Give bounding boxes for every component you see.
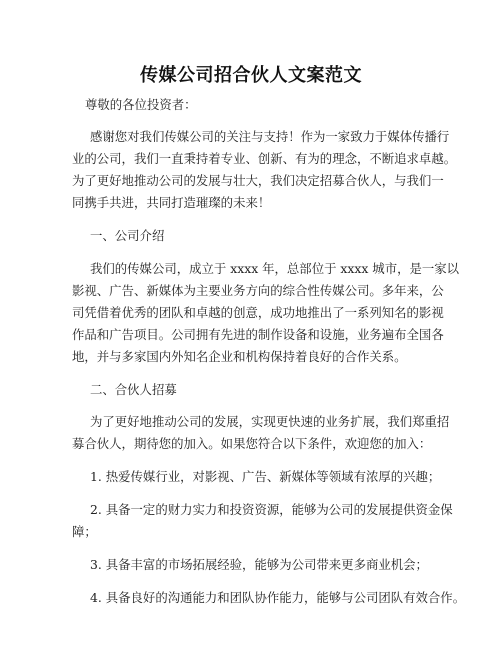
condition-item: 4. 具备良好的沟通能力和团队协作能力，能够与公司团队有效合作。 <box>90 590 466 605</box>
company-paragraph-line: 地，并与多家国内外知名企业和机构保持着良好的合作关系。 <box>72 349 407 364</box>
intro-line: 业的公司，我们一直秉持着专业、创新、有为的理念，不断追求卓越。 <box>72 151 457 166</box>
document-title: 传媒公司招合伙人文案范文 <box>140 65 362 86</box>
intro-line: 同携手共进，共同打造璀璨的未来！ <box>72 195 271 210</box>
partners-paragraph-line: 为了更好地推动公司的发展，实现更快速的业务扩展，我们郑重招 <box>90 414 450 429</box>
partners-paragraph-line: 募合伙人，期待您的加入。如果您符合以下条件，欢迎您的加入： <box>72 436 432 451</box>
condition-item-continuation: 障； <box>72 524 97 539</box>
company-paragraph-line: 我们的传媒公司，成立于 xxxx 年，总部位于 xxxx 城市，是一家以 <box>90 261 460 276</box>
company-paragraph-line: 作品和广告项目。公司拥有先进的制作设备和设施，业务遍布全国各 <box>72 327 444 342</box>
intro-line: 感谢您对我们传媒公司的关注与支持！作为一家致力于媒体传播行 <box>90 129 450 144</box>
company-paragraph-line: 影视、广告、新媒体为主要业务方向的综合性传媒公司。多年来，公 <box>72 283 444 298</box>
condition-item: 2. 具备一定的财力实力和投资资源，能够为公司的发展提供资金保 <box>90 502 453 517</box>
condition-item: 1. 热爱传媒行业，对影视、广告、新媒体等领域有浓厚的兴趣； <box>90 469 441 484</box>
intro-line: 为了更好地推动公司的发展与壮大，我们决定招募合伙人，与我们一 <box>72 173 444 188</box>
condition-item: 3. 具备丰富的市场拓展经验，能够为公司带来更多商业机会； <box>90 557 428 572</box>
section-heading-company: 一、公司介绍 <box>90 228 165 243</box>
greeting: 尊敬的各位投资者： <box>85 97 197 112</box>
section-heading-partners: 二、合伙人招募 <box>90 382 177 397</box>
company-paragraph-line: 司凭借着优秀的团队和卓越的创意，成功地推出了一系列知名的影视 <box>72 305 444 320</box>
